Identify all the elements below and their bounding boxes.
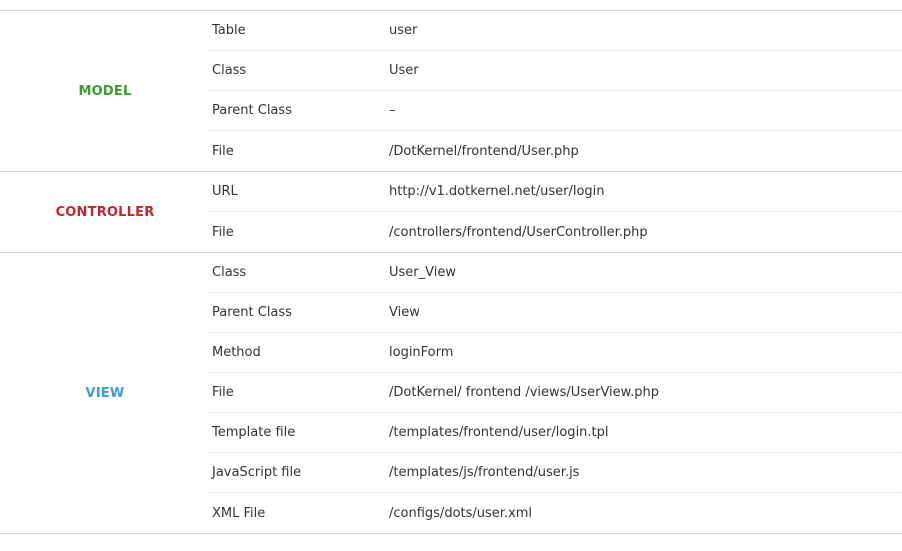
row-value: /DotKernel/frontend/User.php	[389, 143, 579, 159]
row-key: Template file	[212, 425, 296, 440]
model-rows	[210, 11, 902, 171]
row-value: user	[389, 23, 418, 38]
model-section	[0, 10, 902, 171]
table-row	[210, 131, 902, 171]
row-value: http://v1.dotkernel.net/user/login	[389, 184, 605, 199]
table-row	[210, 253, 902, 293]
controller-section	[0, 171, 902, 252]
table-row	[210, 91, 902, 131]
controller-rows	[210, 172, 902, 252]
row-value: /configs/dots/user.xml	[389, 505, 533, 521]
table-row	[210, 333, 902, 373]
row-key: URL	[212, 184, 238, 199]
row-key: JavaScript file	[212, 465, 302, 480]
table-row	[210, 11, 902, 51]
row-value: User	[389, 63, 419, 78]
view-section	[0, 252, 902, 534]
row-key: Class	[212, 265, 247, 280]
row-key: Table	[212, 23, 246, 38]
view-rows	[210, 253, 902, 533]
row-value: /controllers/frontend/UserController.php	[389, 224, 648, 240]
row-key: Class	[212, 63, 247, 78]
row-key: Parent Class	[212, 103, 292, 118]
table-row	[210, 293, 902, 333]
row-value: View	[389, 305, 420, 320]
row-key: File	[212, 143, 234, 159]
row-key: File	[212, 385, 234, 400]
row-value: loginForm	[389, 345, 454, 360]
row-value: User_View	[389, 265, 456, 280]
row-key: File	[212, 224, 234, 240]
row-value: –	[389, 103, 396, 118]
table-row	[210, 493, 902, 533]
mvc-info-table	[0, 10, 902, 534]
row-value: /templates/frontend/user/login.tpl	[389, 425, 609, 440]
row-value: /DotKernel/ frontend /views/UserView.php	[389, 385, 659, 400]
table-row	[210, 453, 902, 493]
table-row	[210, 373, 902, 413]
row-key: Method	[212, 345, 261, 360]
table-row	[210, 413, 902, 453]
controller-section-label: CONTROLLER	[55, 204, 155, 220]
row-value: /templates/js/frontend/user.js	[389, 465, 580, 480]
view-section-label: VIEW	[85, 385, 125, 401]
row-key: Parent Class	[212, 305, 292, 320]
row-key: XML File	[212, 505, 266, 521]
table-row	[210, 51, 902, 91]
model-section-label: MODEL	[78, 83, 132, 99]
table-row	[210, 212, 902, 252]
table-row	[210, 172, 902, 212]
